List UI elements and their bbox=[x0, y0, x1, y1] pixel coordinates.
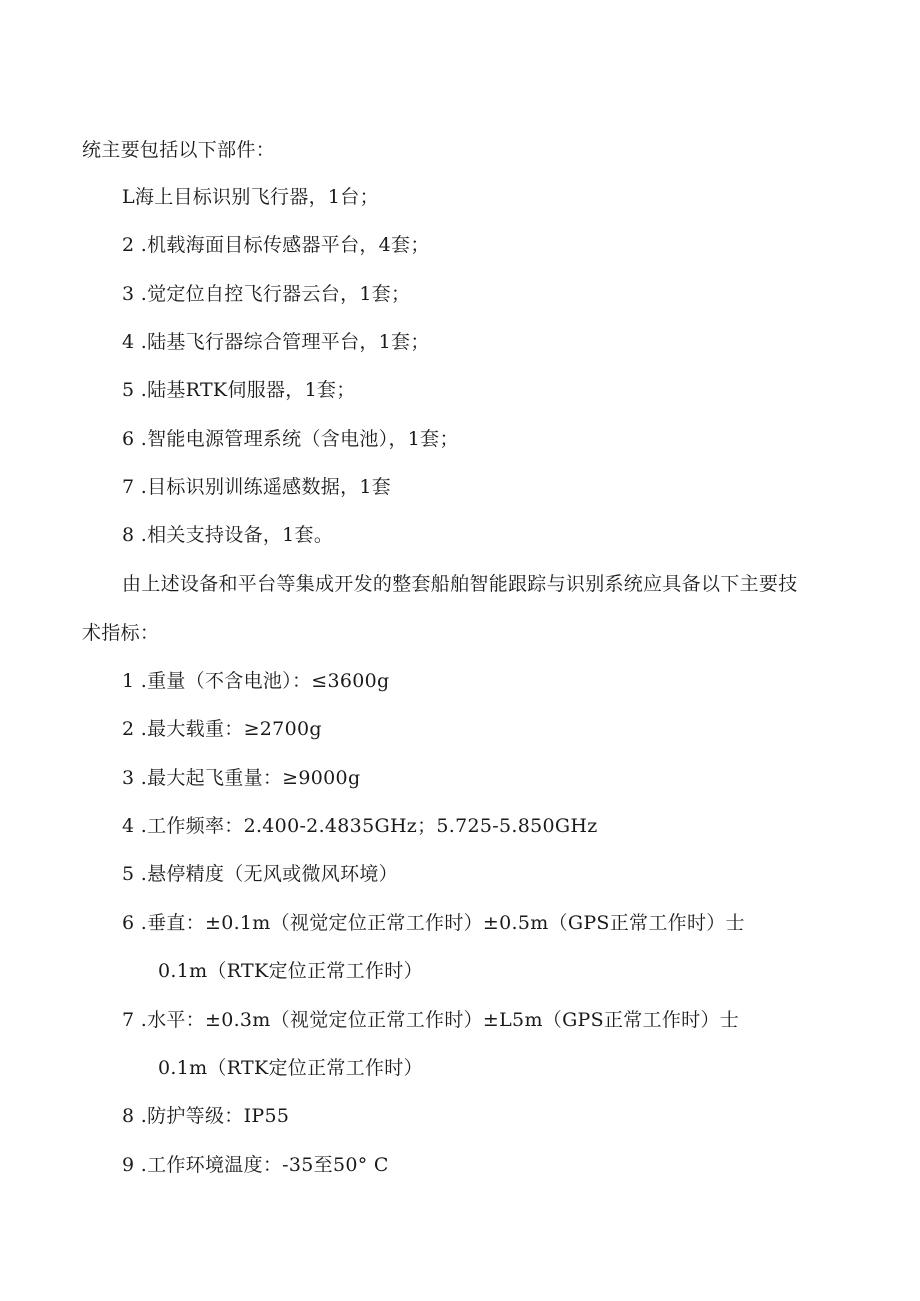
component-item-2: 2 .机载海面目标传感器平台，4套； bbox=[122, 234, 430, 256]
component-item-6: 6 .智能电源管理系统（含电池），1套； bbox=[122, 428, 459, 450]
spec-item-8: 8 .防护等级：IP55 bbox=[122, 1105, 290, 1127]
summary-paragraph-line-2: 术指标： bbox=[82, 622, 160, 644]
component-item-8: 8 .相关支持设备，1套。 bbox=[122, 524, 334, 546]
spec-item-7-continuation: 0.1m（RTK定位正常工作时） bbox=[158, 1057, 423, 1079]
spec-item-6: 6 .垂直：±0.1m（视觉定位正常工作时）±0.5m（GPS正常工作时）士 bbox=[122, 912, 745, 934]
component-item-3: 3 .觉定位自控飞行器云台，1套； bbox=[122, 283, 411, 305]
spec-item-1: 1 .重量（不含电池）：≤3600g bbox=[122, 670, 390, 692]
spec-item-2: 2 .最大载重：≥2700g bbox=[122, 718, 322, 740]
spec-item-9: 9 .工作环境温度：-35至50° C bbox=[122, 1154, 389, 1176]
spec-item-6-continuation: 0.1m（RTK定位正常工作时） bbox=[158, 960, 423, 982]
spec-item-3: 3 .最大起飞重量：≥9000g bbox=[122, 767, 361, 789]
spec-item-7: 7 .水平：±0.3m（视觉定位正常工作时）±L5m（GPS正常工作时）士 bbox=[122, 1009, 740, 1031]
summary-paragraph-line-1: 由上述设备和平台等集成开发的整套船舶智能跟踪与识别系统应具备以下主要技 bbox=[122, 573, 798, 595]
component-item-5: 5 .陆基RTK伺服器，1套； bbox=[122, 379, 356, 401]
component-item-7: 7 .目标识别训练遥感数据，1套 bbox=[122, 476, 392, 498]
component-item-1: L海上目标识别飞行器，1台； bbox=[122, 186, 379, 208]
intro-text: 统主要包括以下部件： bbox=[82, 139, 276, 161]
spec-item-5: 5 .悬停精度（无风或微风环境） bbox=[122, 863, 398, 885]
spec-item-4: 4 .工作频率：2.400-2.4835GHz；5.725-5.850GHz bbox=[122, 815, 598, 837]
component-item-4: 4 .陆基飞行器综合管理平台，1套； bbox=[122, 331, 430, 353]
